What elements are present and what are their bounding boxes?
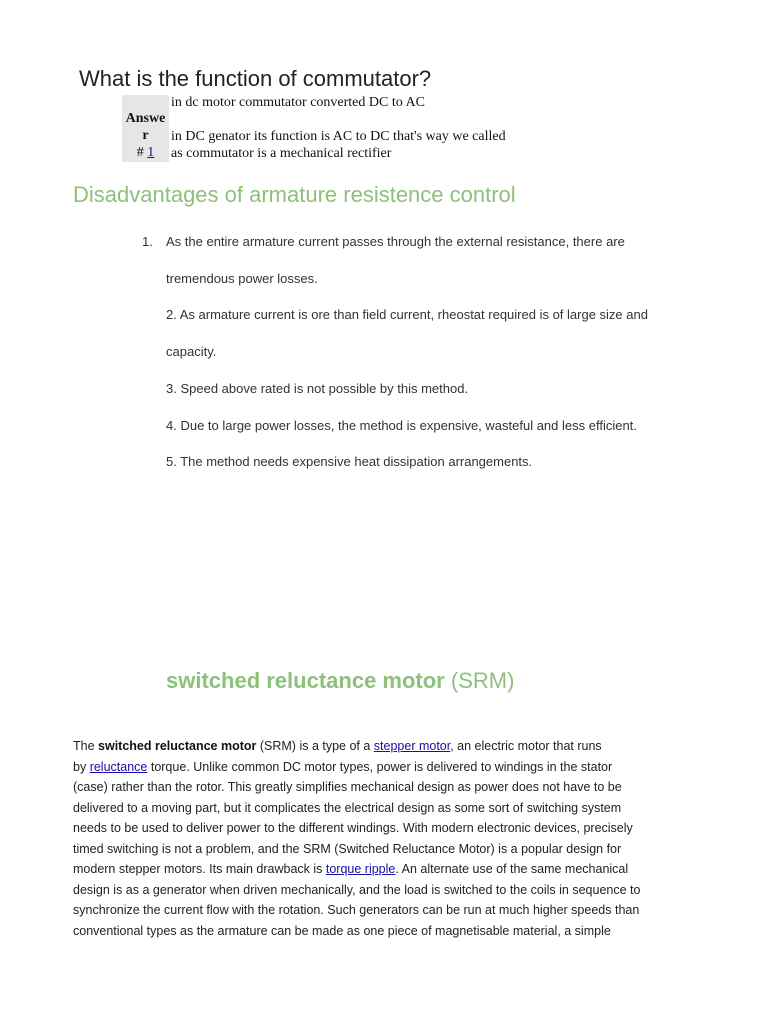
answer-number-link[interactable]: 1 [147,145,155,160]
answer-number [122,145,169,161]
srm-line-6: timed switching is not a problem, and the SRM (Switched Reluctance Motor) is a popular design for [73,841,622,856]
list-number-1: 1. [142,234,153,249]
srm-line-5: needs to be used to deliver power to the different windings. With modern electronic devices, precisely [73,821,633,835]
srm-heading-abbrev: (SRM) [444,668,515,693]
srm-line-9: synchronize the current flow with the rotation. Such generators can be run at much higher speeds than [73,903,640,917]
disadvantages-heading: Disadvantages of armature resistence control [73,182,516,207]
answer-line-1: in dc motor commutator converted DC to AC [171,95,425,110]
srm-line-1-text-b: (SRM) is a type of a [256,739,374,753]
srm-line-2-text-b: torque. Unlike common DC motor types, power is delivered to windings in the stator [147,759,613,774]
srm-line-8: design is as a generator when driven mechanically, and the load is switched to the coils in sequence to [73,882,641,897]
srm-term-bold: switched reluctance motor [98,739,257,753]
answer-number-prefix: # [136,145,148,160]
stepper-motor-link[interactable]: stepper motor [373,739,451,753]
disadvantage-item-1-line-2: tremendous power losses. [166,271,318,286]
srm-line-10: conventional types as the armature can be made as one piece of magnetisable material, a simple [73,923,611,938]
srm-line-1-text-c: , an electric motor that runs [450,739,602,753]
torque-ripple-link[interactable]: torque ripple [325,862,396,876]
srm-line-2-text-a: by [73,759,90,774]
srm-line-7-text-a: modern stepper motors. Its main drawback is [73,862,326,876]
reluctance-link[interactable]: reluctance [89,759,148,774]
disadvantage-item-2-line-1: 2. As armature current is ore than field current, rheostat required is of large size and [166,307,648,322]
srm-line-4: delivered to a moving part, but it complicates the electrical design as some sort of switching system [73,800,622,815]
srm-heading [166,668,514,694]
srm-line-3: (case) rather than the rotor. This greatly simplifies mechanical design as power does not have to be [73,780,622,794]
answer-label-part-2: r [142,128,149,143]
srm-line-7-text-b: . An alternate use of the same mechanical [395,862,629,876]
srm-heading-bold: switched reluctance motor [166,668,445,693]
srm-paragraph [73,736,693,941]
srm-line-2 [73,757,693,778]
answer-label [122,95,169,162]
srm-line-1-text-a: The [73,739,99,753]
disadvantage-item-2-line-2: capacity. [166,344,217,359]
answer-line-2: in DC genator its function is AC to DC that's way we called [171,129,506,144]
srm-line-7 [73,859,693,880]
srm-line-1 [73,736,693,757]
disadvantage-item-5: 5. The method needs expensive heat dissipation arrangements. [166,454,533,469]
disadvantage-item-1-line-1: As the entire armature current passes through the external resistance, there are [166,234,625,249]
answer-line-3: as commutator is a mechanical rectifier [171,146,392,161]
disadvantage-item-4: 4. Due to large power losses, the method is expensive, wasteful and less efficient. [166,418,637,433]
question-title: What is the function of commutator? [79,66,432,91]
disadvantage-item-3: 3. Speed above rated is not possible by this method. [166,381,469,396]
answer-label-part-1: Answe [125,111,166,126]
